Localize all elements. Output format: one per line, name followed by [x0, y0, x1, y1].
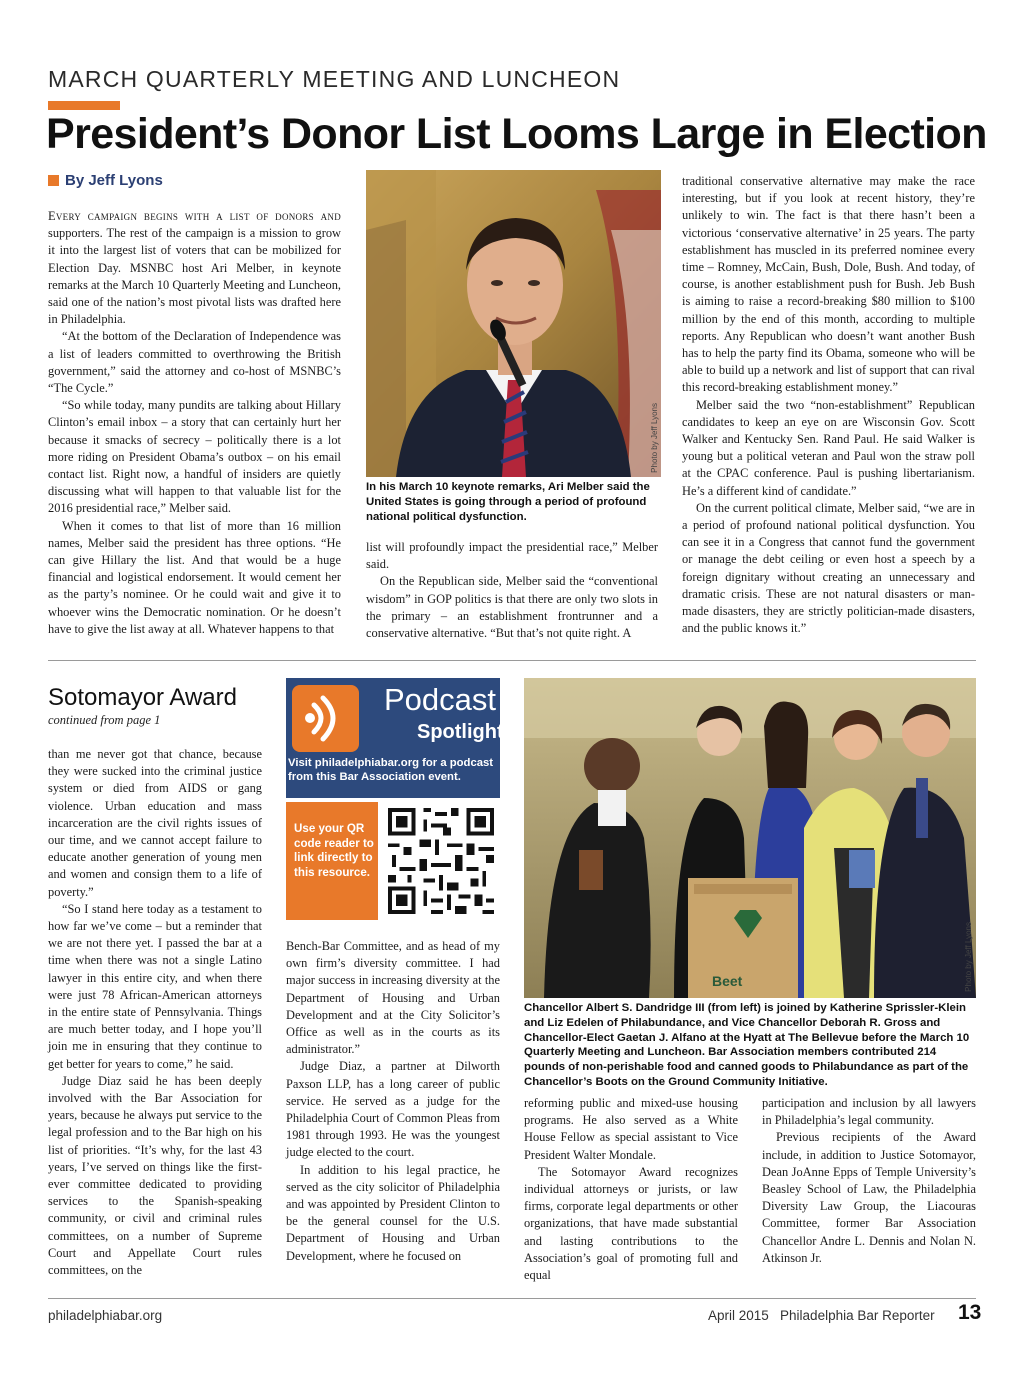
podcast-header	[286, 678, 504, 798]
article-paragraph: reforming public and mixed-use housing programs. He also served as a White House Fellow as special assistant to Vice President Walter Mondale.	[524, 1096, 738, 1162]
photo-credit: Photo by Jeff Lyons	[650, 403, 659, 473]
article-paragraph: Bench-Bar Committee, and as head of my own firm’s diversity committee. I had major success in increasing diversity at the Department of Housing and Urban Development and at the City Solicitor’s Office as well as in the courts as its administrator.”	[286, 939, 500, 1057]
article-paragraph: Judge Diaz, a partner at Dilworth Paxson LLP, has a long career of public service. He served as a judge for the Philadelphia Court of Common Pleas from 1981 through 1993. He was the youngest judge elected to the court.	[286, 1059, 500, 1160]
article-paragraph: than me never got that chance, because they were sucked into the criminal justice system or died from AIDS or gang violence. Urban education and mass incarceration are the civil rights issues of our time, and we cannot accept failure to educate another generation of young men and women and consign them to a life of poverty.”	[48, 747, 262, 899]
box-label: Beet	[712, 973, 743, 989]
section-kicker: MARCH QUARTERLY MEETING AND LUNCHEON	[48, 66, 621, 92]
continued-note: continued from page 1	[48, 713, 161, 727]
sotomayor-column-2	[286, 938, 500, 1265]
article-paragraph: “At the bottom of the Declaration of Independence was a list of leaders committed to overthrowing the British government,” said the attorney and co-host of MSNBC’s “The Cycle.”	[48, 329, 341, 396]
podcast-visit-text: Visit philadelphiabar.org for a podcast from this Bar Association event.	[288, 757, 494, 783]
section-divider	[48, 660, 976, 661]
podcast-word: Podcast	[384, 682, 497, 717]
speaker-illustration	[366, 170, 661, 477]
article-paragraph: When it comes to that list of more than 16 million names, Melber said the president has three options. “He can give Hillary the list. And that would be a huge financial and logistical endorsement. It would cement her as the party’s nominee. Or he could wait and give it to whoever wins the Democratic nomination. Or he doesn’t have to give the list away at all. Whatever happens to that	[48, 518, 341, 636]
podcast-icon	[292, 685, 359, 752]
sotomayor-column-1	[48, 746, 262, 1279]
article-paragraph: list will profoundly impact the presidential race,” Melber said.	[366, 540, 658, 572]
article-paragraph: “So while today, many pundits are talking about Hillary Clinton’s email inbox – a story that can certainly hurt her because it smacks of secrecy – politically there is a lot more riding on President Obama’s outbox – on his email contact list. Right now, a handful of insiders are quietly discussing what will happen to that valuable list for the 2016 presidential race,” Melber said.	[48, 398, 341, 516]
article-paragraph: Judge Diaz said he has been deeply involved with the Bar Association for years, because he always put service to the legal profession and to the Bar high on his list of priorities. “It’s why, for the last 43 years, I’ve served on things like the first-ever committee dedicated to providing services to the Spanish-speaking community, or civil and criminal rules committees, on a number of Supreme Court and Appellate Court rules committees, on the	[48, 1073, 262, 1278]
lead-rest: supporters. The rest of the campaign is a mission to grow it into the largest list of voters that can be mobilized for Election Day. MSNBC host Ari Melber, in keynote remarks at the March 10 Quarterly Meeting and Luncheon, said one of the nation’s most pivotal lists was drafted here in Philadelphia.	[48, 226, 341, 327]
article-column-2	[366, 539, 658, 642]
kicker-accent-bar	[48, 101, 120, 110]
sotomayor-column-3	[524, 1095, 738, 1284]
footer-issue: April 2015 Philadelphia Bar Reporter	[708, 1308, 935, 1323]
qr-instruction-text: Use your QR code reader to link directly to this resource.	[294, 822, 374, 879]
spotlight-word: Spotlight	[417, 721, 504, 743]
qr-instruction-panel	[286, 802, 378, 920]
article-paragraph: On the current political climate, Melber said, “we are in a period of profound national political dysfunction. You can see it in a Congress that cannot fund the government or manage the debt ceiling or even host a speech by a foreign dignitary without creating an unnecessary and dramatic crisis. These are not natural disasters or man-made disasters, they are strictly politician-made disasters, and the public knows it.”	[682, 500, 975, 636]
article-paragraph: Previous recipients of the Award include, in addition to Justice Sotomayor, Dean JoAnne Epps of Temple University’s Beasley School of Law, the Philadelphia Diversity Law Group, the Liacouras Committee, former Bar Association Chancellor Andre L. Dennis and Nolan N. Atkinson Jr.	[762, 1130, 976, 1265]
group-photo-caption: Chancellor Albert S. Dandridge III (from left) is joined by Katherine Sprissler-Klein and Liz Edelen of Philabundance, and Vice Chancellor Deborah R. Gross and Chancellor-Elect Gaetan J. Alfano at the Hyatt at The Bellevue before the March 10 Quarterly Meeting and Luncheon. Bar Association members contributed 214 pounds of non-perishable food and canned goods to Philabundance as part of the Chancellor’s Boots on the Ground Community Initiative.	[524, 1002, 970, 1088]
article-paragraph	[48, 208, 341, 328]
article-column-3	[682, 173, 975, 637]
article-paragraph: traditional conservative alternative may make the race interesting, but if you look at recent history, they’re unlikely to win. The fact is that there hasn’t been a victorious ‘conservative alternative’ in 25 years. The party establishment has muscled in its preferred nominee every time – Romney, McCain, Bush, Dole, Bush. And today, of course, is another establishment push for Bush. Jeb Bush is aiming to raise a record-breaking $80 million to $100 million by the end of this month, according to multiple reports. Any Republican who doesn’t want another Bush has to help the party find its Obama, someone who will be able to build up a network and list of support that can rival this record-breaking establishment money.”	[682, 174, 975, 395]
byline	[48, 172, 163, 189]
keynote-speaker-photo	[366, 170, 661, 477]
headline: President’s Donor List Looms Large in Election	[46, 110, 987, 158]
article-paragraph: In addition to his legal practice, he served as the city solicitor of Philadelphia and was appointed by President Clinton to be the general counsel for the U.S. Department of Housing and Urban Development, where he focused on	[286, 1162, 500, 1263]
article-paragraph: participation and inclusion by all lawyers in Philadelphia’s legal community.	[762, 1096, 976, 1128]
footer-site-link[interactable]: philadelphiabar.org	[48, 1308, 163, 1323]
page-number: 13	[958, 1301, 982, 1324]
sotomayor-column-4	[762, 1095, 976, 1267]
photo-caption: In his March 10 keynote remarks, Ari Melber said the United States is going through a period of profound national political dysfunction.	[366, 481, 650, 523]
lead-in: Every campaign begins with a list of donors and	[48, 209, 341, 223]
article-paragraph: “So I stand here today as a testament to how far we’ve come – but a reminder that we are not there yet. I passed the bar at a time when there was not a single Latino lawyer in this entire city, and when there were just 78 African-American attorneys in the entire state of Pennsylvania. Things are much better today, and I hope you’ll join me in ensuring that they continue to get better for years to come,” he said.	[48, 901, 262, 1071]
article-paragraph: The Sotomayor Award recognizes individual attorneys or jurists, or law firms, corporate legal departments or other organizations, that have made substantial and lasting contributions to the Association’s goal of promoting full and equal	[524, 1164, 738, 1283]
photo-credit: Photo by Jeff Lyons	[964, 922, 973, 992]
byline-text: By Jeff Lyons	[65, 172, 163, 189]
sotomayor-title: Sotomayor Award	[48, 684, 237, 711]
qr-code[interactable]	[384, 804, 498, 918]
byline-square-icon	[48, 175, 59, 186]
article-column-1	[48, 208, 341, 638]
group-illustration	[524, 678, 976, 998]
group-photo	[524, 678, 976, 998]
footer-divider	[48, 1298, 976, 1299]
article-paragraph: Melber said the two “non-establishment” Republican candidates to keep an eye on are Wisconsin Gov. Scott Walker and Kentucky Sen. Rand Paul. He said Walker is young but a political veteran and Paul won the straw poll at the CPAC conference. Paul is pushing libertarianism. He’s a different kind of candidate.”	[682, 397, 975, 498]
article-paragraph: On the Republican side, Melber said the “conventional wisdom” in GOP politics is that there are only two slots in the primary – an establishment frontrunner and a conservative alternative. “But that’s not quite right. A	[366, 574, 658, 641]
podcast-spotlight-box	[286, 678, 504, 920]
